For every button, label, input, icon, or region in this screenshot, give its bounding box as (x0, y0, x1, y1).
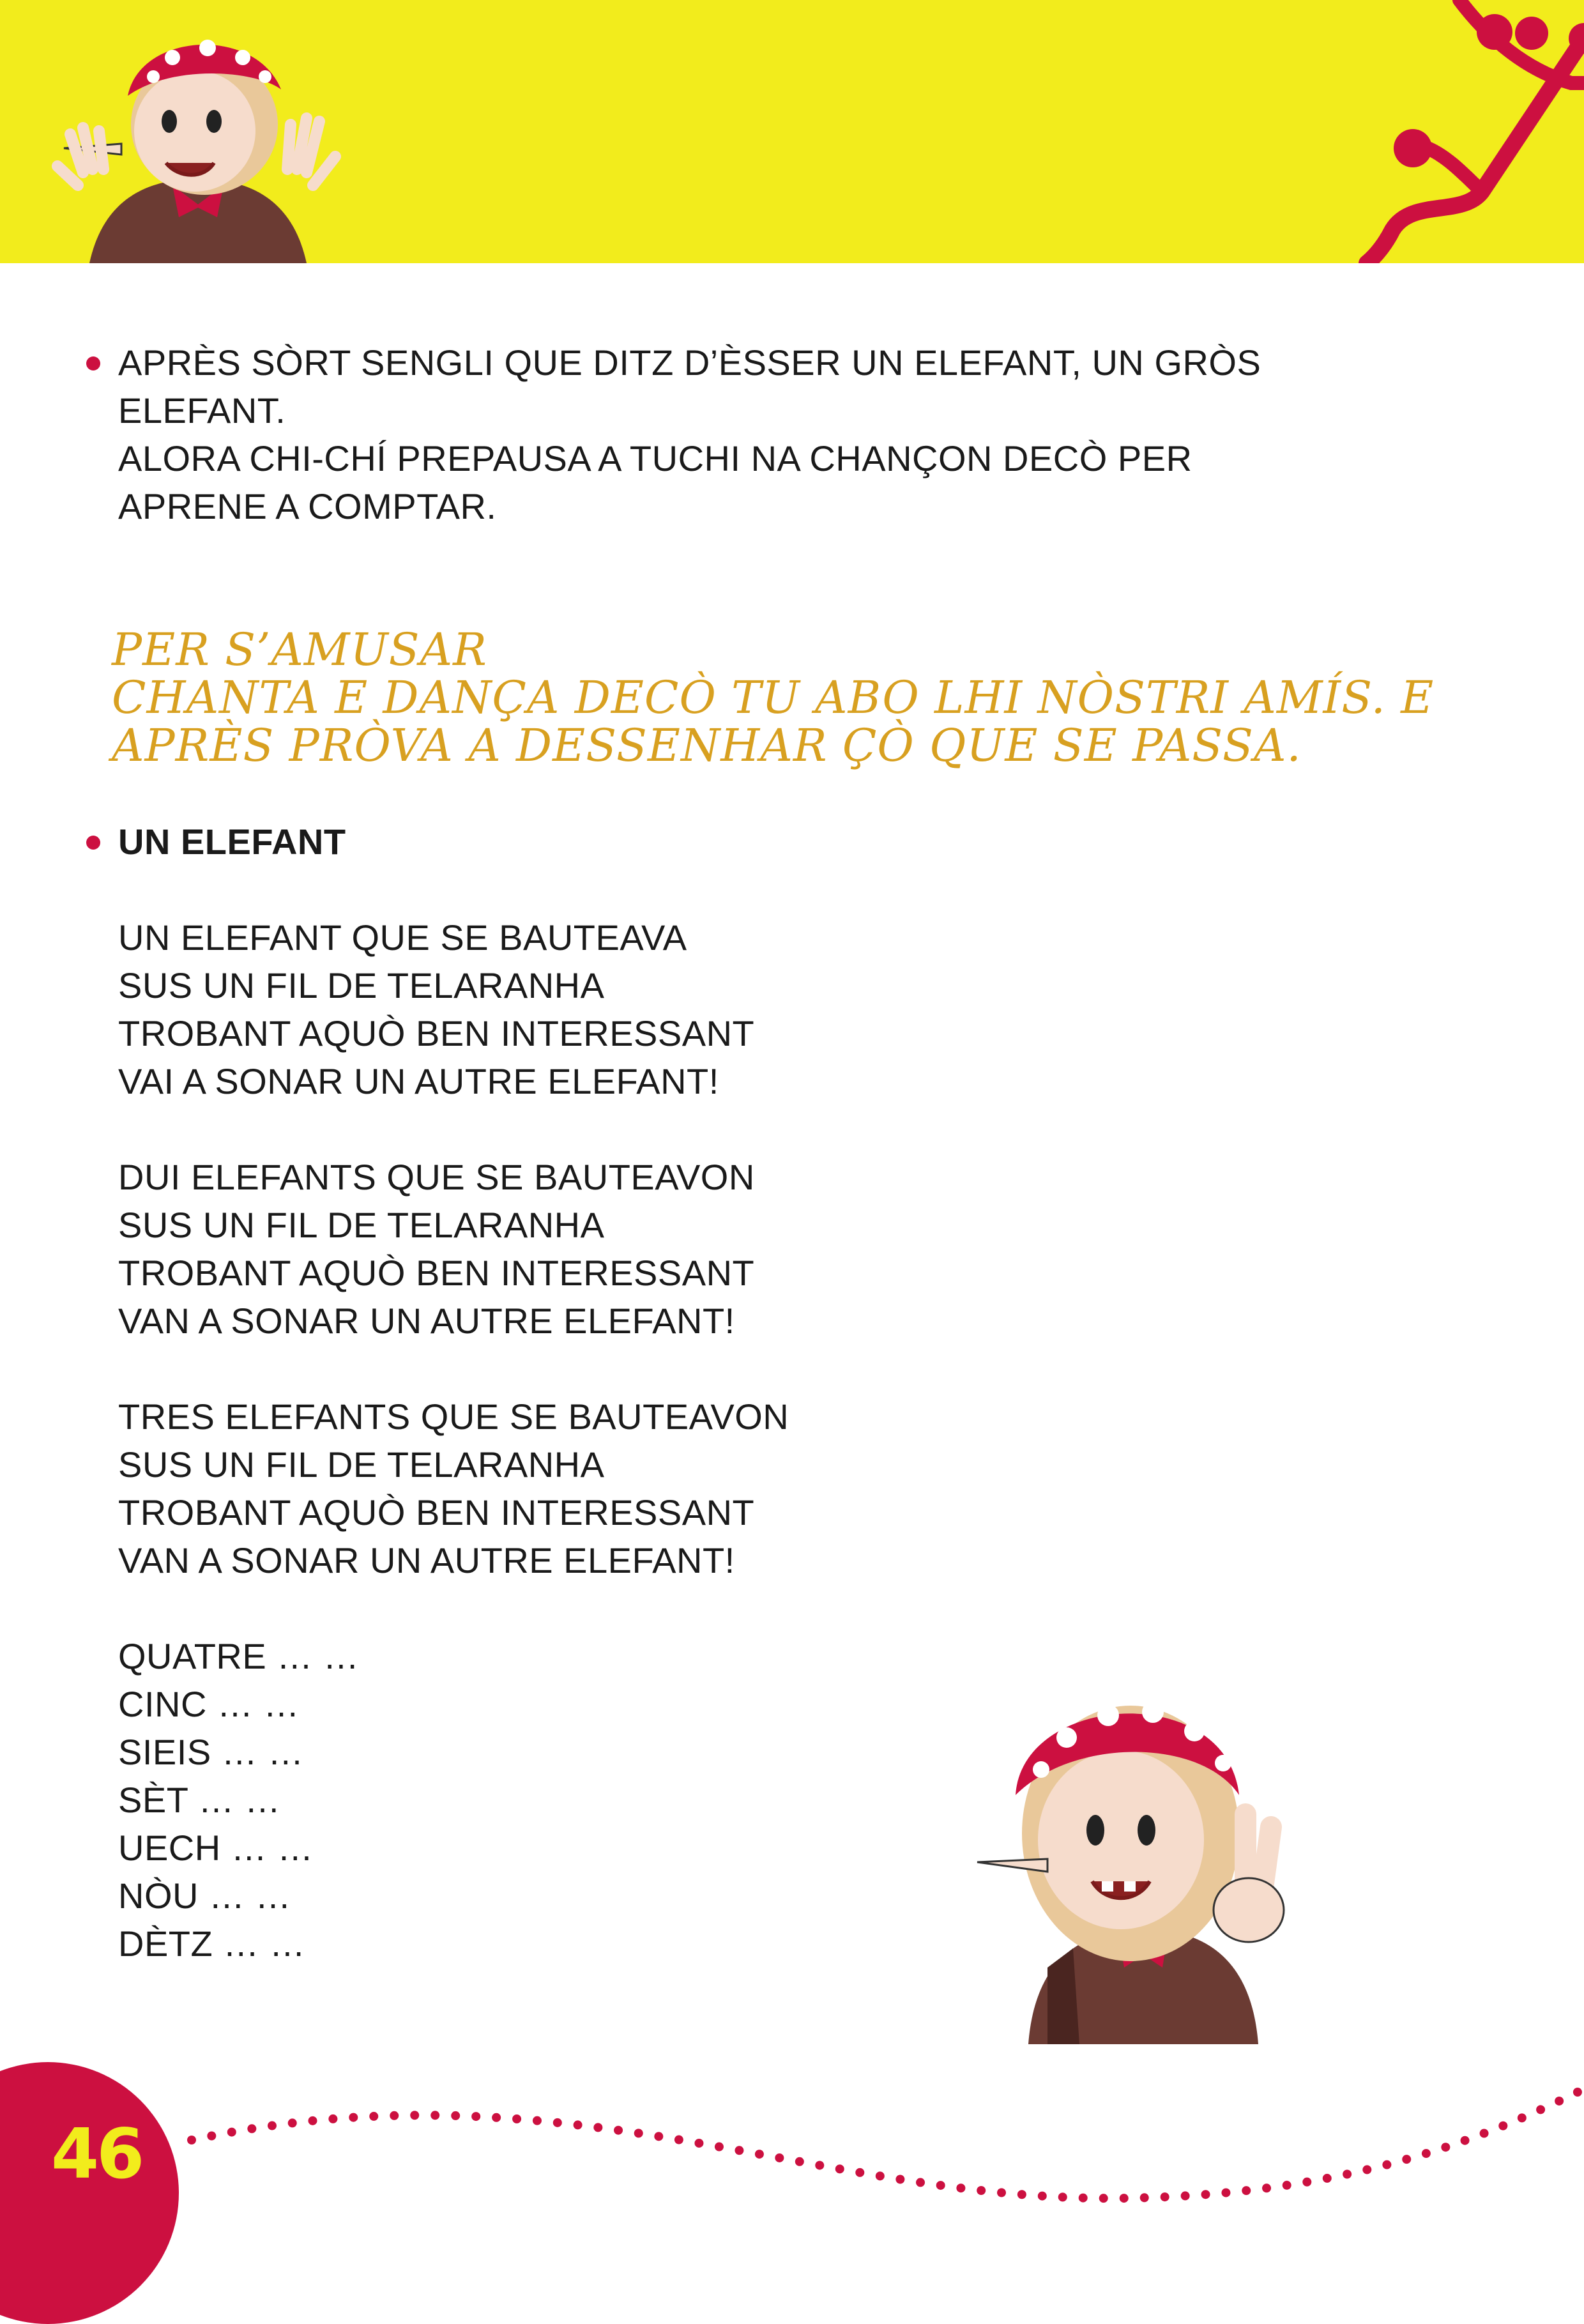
footer-dot (533, 2116, 542, 2125)
amusar-line: APRÈS PRÒVA A DESSENHAR ÇÒ QUE SE PASSA. (112, 719, 1302, 772)
footer-dotted-arc (0, 2070, 1584, 2236)
footer-dot (187, 2136, 196, 2144)
footer-dot (1120, 2194, 1129, 2203)
footer-dot (694, 2139, 703, 2148)
footer-dot (674, 2136, 683, 2144)
verse-line: SUS UN FIL DE TELARANHA (118, 1205, 605, 1245)
verse-line: TROBANT AQUÒ BEN INTERESSANT (118, 1492, 755, 1533)
footer-dot (308, 2116, 317, 2125)
footer-dot (349, 2113, 358, 2122)
verse (118, 1153, 789, 1345)
footer-dot (451, 2111, 460, 2120)
footer-dot (1518, 2113, 1527, 2122)
footer-dot (1498, 2121, 1507, 2130)
amusar-line: CHANTA E DANÇA DECÒ TU ABO LHI NÒSTRI AMÍS. E (112, 671, 1435, 724)
footer-dot (1038, 2192, 1047, 2201)
footer-dot (1140, 2193, 1149, 2202)
footer-dot (1058, 2192, 1067, 2201)
verse-line: TRES ELEFANTS QUE SE BAUTEAVON (118, 1396, 789, 1437)
footer-dot (1343, 2170, 1352, 2179)
verse-line: SÈT … … (118, 1780, 281, 1820)
footer-dot (1323, 2174, 1332, 2183)
footer-dot (956, 2183, 965, 2192)
verse-line: SUS UN FIL DE TELARANHA (118, 1444, 605, 1485)
chichi-pointing-illustration (971, 1667, 1316, 2044)
intro-line: ELEFANT. (118, 390, 286, 431)
verse-line: QUATRE … … (118, 1636, 360, 1676)
footer-dot (1402, 2155, 1411, 2164)
footer-dot (1555, 2097, 1564, 2106)
footer-dot (1422, 2149, 1431, 2158)
footer-dot (876, 2171, 885, 2180)
intro-line: ALORA CHI-CHÍ PREPAUSA A TUCHI NA CHANÇON DECÒ PER (118, 438, 1192, 478)
amusar-line: PER S’AMUSAR (112, 623, 487, 676)
footer-dot (1079, 2194, 1088, 2203)
footer-dot (1201, 2190, 1210, 2199)
footer-dot (1480, 2129, 1489, 2138)
bullet-icon (86, 356, 100, 371)
footer-dot (916, 2178, 925, 2187)
verse-line: SIEIS … … (118, 1732, 304, 1772)
footer-dot (553, 2118, 562, 2127)
footer-dot (1161, 2192, 1169, 2201)
footer-dot (1362, 2165, 1371, 2174)
song-title (118, 818, 346, 866)
verse-line: SUS UN FIL DE TELARANHA (118, 965, 605, 1005)
footer-dot (815, 2161, 824, 2170)
footer-dot (1017, 2190, 1026, 2199)
footer-dot (288, 2118, 297, 2127)
footer-dot (390, 2111, 399, 2120)
verse-line: TROBANT AQUÒ BEN INTERESSANT (118, 1253, 755, 1293)
footer-dot (1181, 2191, 1190, 2200)
footer-dot (835, 2164, 844, 2173)
intro-line: APRENE A COMPTAR. (118, 486, 497, 526)
footer-dot (593, 2123, 602, 2132)
footer-dot (1221, 2188, 1230, 2197)
footer-dot (227, 2128, 236, 2137)
verse-line: DÈTZ … … (118, 1923, 306, 1964)
page-number: 46 (51, 2114, 142, 2194)
footer-dot (795, 2157, 804, 2166)
verse (118, 1393, 789, 1584)
footer-dot (328, 2114, 337, 2123)
footer-dot (1283, 2181, 1291, 2190)
footer-dot (247, 2124, 256, 2133)
verse-line: DUI ELEFANTS QUE SE BAUTEAVON (118, 1157, 755, 1197)
corner-decoration (1316, 0, 1584, 263)
footer-dot (755, 2150, 764, 2159)
chichi-character-illustration (45, 13, 351, 263)
song-verses (118, 914, 789, 2015)
verse-line: TROBANT AQUÒ BEN INTERESSANT (118, 1013, 755, 1053)
footer-dot (895, 2175, 904, 2183)
intro-line: APRÈS SÒRT SENGLI QUE DITZ D’ÈSSER UN ELEFANT, UN GRÒS (118, 342, 1261, 383)
bullet-icon (86, 836, 100, 850)
footer-dot (1573, 2088, 1582, 2097)
footer-dot (1262, 2183, 1271, 2192)
verse (118, 914, 789, 1105)
footer-dot (1099, 2194, 1108, 2203)
footer-dot (471, 2112, 480, 2121)
footer-dot (775, 2153, 784, 2162)
footer-dot (512, 2114, 521, 2123)
footer-dot (207, 2132, 216, 2141)
amusar-heading (112, 623, 1435, 772)
footer-dot (1382, 2160, 1391, 2169)
verse-line: VAI A SONAR UN AUTRE ELEFANT! (118, 1061, 719, 1101)
intro-paragraph (118, 339, 1357, 530)
footer-dot (574, 2120, 583, 2129)
footer-dot (977, 2186, 986, 2195)
verse-line: VAN A SONAR UN AUTRE ELEFANT! (118, 1301, 735, 1341)
song-title-text: UN ELEFANT (118, 822, 346, 862)
footer-dot (410, 2111, 419, 2120)
footer-dot (936, 2181, 945, 2190)
footer-dot (1441, 2143, 1450, 2152)
footer-dot (1461, 2136, 1470, 2145)
footer-dot (735, 2146, 743, 2155)
verse-line: CINC … … (118, 1684, 300, 1724)
footer-dot (1302, 2178, 1311, 2187)
footer-dot (1242, 2186, 1251, 2195)
footer-dot (654, 2132, 663, 2141)
footer-dot (268, 2121, 277, 2130)
footer-dot (997, 2188, 1006, 2197)
verse-line: UECH … … (118, 1828, 314, 1868)
footer-dot (634, 2129, 643, 2137)
verse-line: UN ELEFANT QUE SE BAUTEAVA (118, 917, 687, 958)
footer-dot (614, 2126, 623, 2135)
verse-line: VAN A SONAR UN AUTRE ELEFANT! (118, 1540, 735, 1580)
footer-dot (855, 2168, 864, 2177)
footer-dot (430, 2111, 439, 2120)
footer-dot (1536, 2105, 1545, 2114)
verse-counting (118, 1632, 789, 1968)
verse-line: NÒU … … (118, 1876, 292, 1916)
footer-dot (492, 2113, 501, 2122)
footer-dot (369, 2112, 378, 2121)
footer-dot (715, 2143, 724, 2152)
